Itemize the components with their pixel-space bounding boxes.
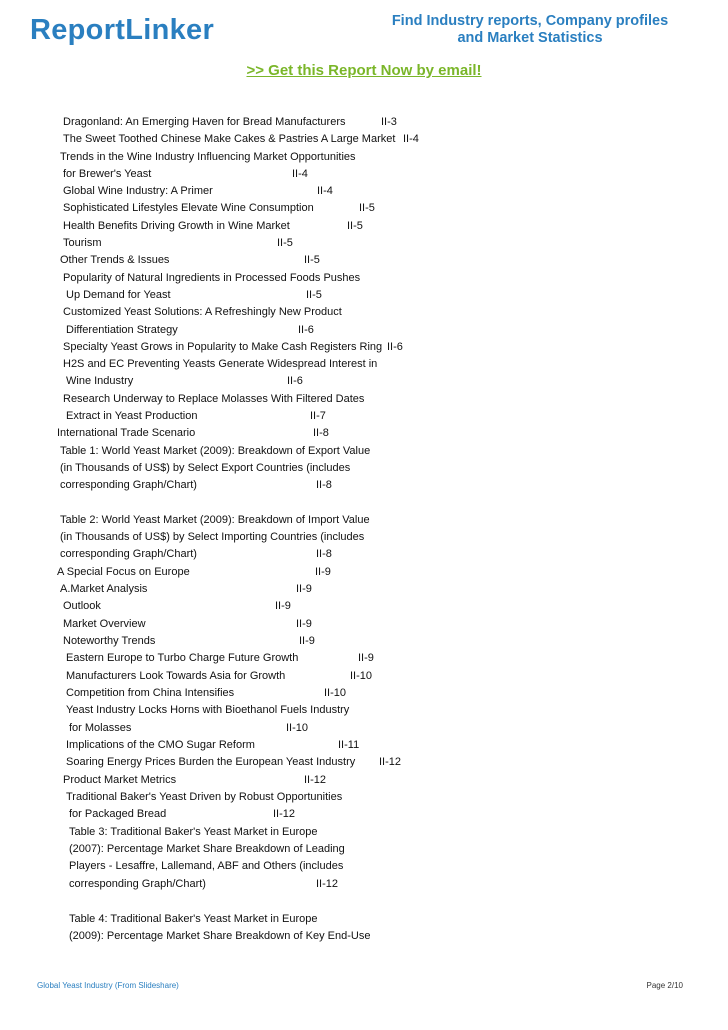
toc-entry-title: Players - Lesaffre, Lallemand, ABF and Others (includes — [69, 860, 344, 872]
toc-entry — [60, 252, 320, 269]
toc-entry-page: II-5 — [347, 220, 363, 232]
toc-entry — [63, 270, 360, 287]
footer-source: Global Yeast Industry (From Slideshare) — [37, 981, 179, 990]
toc-entry — [63, 391, 364, 408]
toc-entry — [66, 685, 347, 702]
toc-entry-page: II-11 — [338, 739, 360, 751]
toc-entry-page: II-6 — [298, 324, 314, 336]
toc-entry-page: II-9 — [358, 652, 374, 664]
toc-entry-title: The Sweet Toothed Chinese Make Cakes & Pastries A Large Market — [63, 133, 396, 145]
toc-entry-title: Product Market Metrics — [63, 774, 177, 786]
toc-entry — [66, 373, 303, 390]
toc-entry-title: Manufacturers Look Towards Asia for Growth — [66, 670, 286, 682]
toc-entry — [69, 911, 318, 928]
toc-entry-title: Customized Yeast Solutions: A Refreshingly New Product — [63, 306, 342, 318]
get-report-link[interactable]: >> Get this Report Now by email! — [246, 62, 482, 79]
tagline — [380, 13, 680, 47]
toc-entry-page: II-9 — [296, 618, 312, 630]
toc-entry-title: Soaring Energy Prices Burden the European Yeast Industry — [66, 756, 356, 768]
toc-entry — [66, 668, 373, 685]
toc-entry — [57, 425, 329, 442]
toc-entry-page: II-12 — [379, 756, 402, 768]
tagline-line-1: Find Industry reports, Company profiles — [391, 13, 669, 29]
toc-entry-title: Table 3: Traditional Baker's Yeast Market in Europe — [69, 826, 318, 838]
toc-entry-page: II-3 — [381, 116, 397, 128]
toc-entry — [63, 598, 291, 615]
toc-entry-title: International Trade Scenario — [57, 427, 196, 439]
toc-entry-page: II-8 — [316, 479, 332, 491]
toc-entry-title: Tourism — [63, 237, 102, 249]
toc-entry-title: Noteworthy Trends — [63, 635, 156, 647]
toc-entry — [63, 218, 363, 235]
toc-entry — [63, 183, 333, 200]
toc-entry — [63, 633, 315, 650]
toc-entry-page: II-10 — [324, 687, 347, 699]
toc-entry — [63, 166, 308, 183]
tagline-line-2: and Market Statistics — [457, 30, 603, 46]
toc-entry-title: Table 2: World Yeast Market (2009): Breakdown of Import Value — [60, 514, 370, 526]
toc-entry-page: II-5 — [306, 289, 322, 301]
toc-entry-title: Health Benefits Driving Growth in Wine Market — [63, 220, 290, 232]
toc-entry-page: II-10 — [286, 722, 309, 734]
toc-entry-page: II-10 — [350, 670, 373, 682]
toc-entry-title: Yeast Industry Locks Horns with Bioethanol Fuels Industry — [66, 704, 350, 716]
toc-entry-title: Research Underway to Replace Molasses With Filtered Dates — [63, 393, 365, 405]
toc-entry-title: Eastern Europe to Turbo Charge Future Growth — [66, 652, 299, 664]
toc-entry — [60, 581, 312, 598]
toc-entry — [69, 720, 309, 737]
toc-entry-title: for Molasses — [69, 722, 132, 734]
toc-entry — [63, 356, 377, 373]
toc-entry-page: II-12 — [304, 774, 327, 786]
toc-entry — [63, 200, 375, 217]
toc-entry-page: II-5 — [304, 254, 320, 266]
toc-entry-title: for Brewer's Yeast — [63, 168, 152, 180]
toc-entry — [69, 928, 370, 945]
toc-entry-title: Implications of the CMO Sugar Reform — [66, 739, 255, 751]
toc-entry — [63, 339, 403, 356]
toc-entry — [69, 824, 318, 841]
toc-entry-page: II-9 — [296, 583, 312, 595]
toc-entry-title: Traditional Baker's Yeast Driven by Robust Opportunities — [66, 791, 343, 803]
toc-entry-page: II-12 — [273, 808, 296, 820]
toc-entry — [69, 876, 339, 893]
toc-entry-title: Dragonland: An Emerging Haven for Bread Manufacturers — [63, 116, 346, 128]
toc-entry-title: H2S and EC Preventing Yeasts Generate Widespread Interest in — [63, 358, 378, 370]
toc-entry-title: (in Thousands of US$) by Select Importing Countries (includes — [60, 531, 365, 543]
toc-entry-page: II-4 — [403, 133, 419, 145]
toc-entry-page: II-9 — [299, 635, 315, 647]
toc-entry — [60, 512, 370, 529]
toc-entry — [60, 477, 332, 494]
toc-entry — [66, 702, 349, 719]
toc-entry — [66, 789, 342, 806]
toc-entry — [69, 806, 296, 823]
toc-entry — [66, 650, 374, 667]
toc-entry-page: II-6 — [387, 341, 403, 353]
toc-entry-page: II-4 — [292, 168, 308, 180]
toc-entry-title: Global Wine Industry: A Primer — [63, 185, 213, 197]
toc-entry-page: II-4 — [317, 185, 333, 197]
toc-entry — [66, 754, 402, 771]
toc-entry-title: Specialty Yeast Grows in Popularity to Make Cash Registers Ring — [63, 341, 383, 353]
toc-entry-page: II-5 — [277, 237, 293, 249]
toc-entry-title: for Packaged Bread — [69, 808, 167, 820]
toc-entry-title: A Special Focus on Europe — [57, 566, 190, 578]
toc-entry-title: Market Overview — [63, 618, 146, 630]
toc-entry-title: Table 4: Traditional Baker's Yeast Market in Europe — [69, 913, 318, 925]
toc-entry-title: corresponding Graph/Chart) — [60, 479, 197, 491]
toc-entry-page: II-8 — [316, 548, 332, 560]
toc-entry — [63, 772, 327, 789]
toc-entry-title: Differentiation Strategy — [66, 324, 178, 336]
toc-entry — [60, 529, 364, 546]
toc-entry — [69, 841, 345, 858]
toc-entry — [69, 858, 343, 875]
toc-entry — [66, 408, 326, 425]
toc-entry-page: II-8 — [313, 427, 329, 439]
toc-entry-title: Popularity of Natural Ingredients in Processed Foods Pushes — [63, 272, 361, 284]
toc-entry-page: II-7 — [310, 410, 326, 422]
toc-entry-title: Extract in Yeast Production — [66, 410, 198, 422]
toc-entry-title: Outlook — [63, 600, 101, 612]
toc-entry — [66, 287, 322, 304]
toc-entry — [63, 114, 397, 131]
brand-logo[interactable]: ReportLinker — [30, 14, 215, 46]
toc-entry-page: II-9 — [315, 566, 331, 578]
toc-entry-title: (in Thousands of US$) by Select Export Countries (includes — [60, 462, 351, 474]
toc-entry-title: A.Market Analysis — [60, 583, 148, 595]
toc-entry — [57, 564, 331, 581]
toc-entry-title: Competition from China Intensifies — [66, 687, 235, 699]
toc-entry-title: corresponding Graph/Chart) — [69, 878, 206, 890]
toc-entry — [60, 443, 370, 460]
toc-entry — [60, 460, 350, 477]
toc-entry — [66, 322, 314, 339]
toc-entry-page: II-12 — [316, 878, 339, 890]
toc-entry-title: Table 1: World Yeast Market (2009): Breakdown of Export Value — [60, 445, 371, 457]
toc-entry-title: Trends in the Wine Industry Influencing Market Opportunities — [60, 151, 356, 163]
footer-page-number: Page 2/10 — [646, 981, 683, 990]
toc-entry — [63, 616, 312, 633]
toc-entry-title: corresponding Graph/Chart) — [60, 548, 197, 560]
toc-entry — [63, 304, 342, 321]
toc-entry-title: Wine Industry — [66, 375, 134, 387]
toc-entry-page: II-5 — [359, 202, 375, 214]
toc-entry — [60, 149, 356, 166]
toc-entry — [63, 131, 419, 148]
toc-entry — [63, 235, 293, 252]
toc-entry-title: (2007): Percentage Market Share Breakdown of Leading — [69, 843, 345, 855]
toc-entry-title: Other Trends & Issues — [60, 254, 170, 266]
toc-entry — [60, 546, 332, 563]
toc-entry-title: Up Demand for Yeast — [66, 289, 171, 301]
toc-entry-title: Sophisticated Lifestyles Elevate Wine Consumption — [63, 202, 314, 214]
toc-entry-page: II-9 — [275, 600, 291, 612]
toc-entry-title: (2009): Percentage Market Share Breakdown of Key End-Use — [69, 930, 371, 942]
toc-entry — [66, 737, 360, 754]
toc-entry-page: II-6 — [287, 375, 303, 387]
